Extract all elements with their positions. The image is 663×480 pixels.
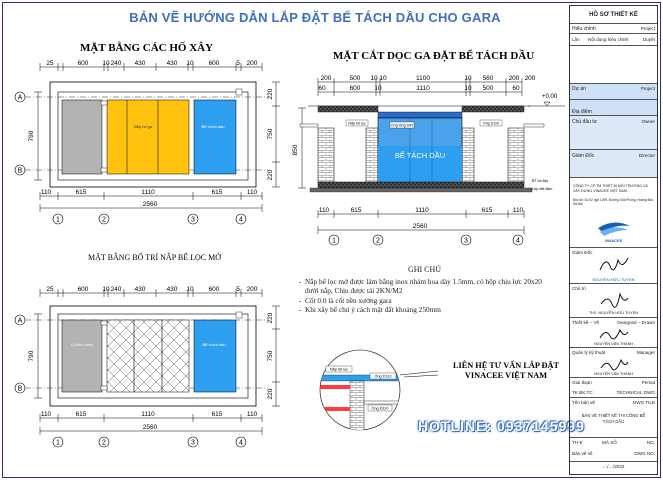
sec-pipe-label: Ống tổng D90	[390, 123, 414, 128]
tb-header: HỒ SƠ THIẾT KẾ	[589, 12, 638, 18]
tb-label: MÃ SỐ	[602, 440, 617, 445]
contact-line: LIÊN HỆ TƯ VẤN LẮP ĐẶT	[452, 361, 560, 370]
p1-right-dim: 750	[267, 128, 274, 140]
p2-lid-chamber	[107, 320, 189, 392]
axis-3: 3	[191, 216, 195, 224]
sec-top-dim: 10	[379, 75, 387, 82]
sec-axis: 1	[332, 237, 336, 245]
tb-label: Project	[640, 86, 655, 91]
p1-gray-chamber	[62, 100, 102, 174]
sec-slab-label: BT lót đáy	[532, 179, 549, 183]
p2-blue-label: Bể chứa dầu	[202, 342, 226, 347]
p1-bottom-dim: 615	[75, 189, 87, 196]
p2-blue-chamber	[194, 320, 236, 392]
sec-axis: 3	[464, 237, 468, 245]
p1-right-dim: 220	[267, 169, 274, 181]
p2-bottom-dim: 110	[40, 411, 52, 418]
p2-bottom-dim: 1110	[141, 411, 155, 418]
axis-1: 1	[56, 439, 60, 447]
signature-icon	[598, 254, 630, 274]
p1-bottom-dim: 1110	[141, 189, 155, 196]
tb-label: Dự án	[572, 86, 586, 92]
sec-top-dim: 560	[482, 75, 494, 82]
note-item: - Khi xây bể chú ý cách mặt đất khoảng 250mm	[305, 305, 557, 315]
tb-label: Nội dung hiệu chỉnh	[588, 37, 629, 42]
sec-mid-dim: 60	[318, 85, 326, 92]
p1-yellow-chamber	[107, 100, 189, 174]
tb-label: TH-E	[572, 440, 583, 445]
tb-label: Địa điểm	[572, 109, 592, 115]
signature-icon	[598, 290, 630, 310]
plan2-heading: MẶT BẰNG BỐ TRÍ NẮP BỂ LỌC MỞ	[88, 253, 221, 262]
tb-label: DWG NO.	[634, 451, 655, 456]
tb-label: Hiệu chỉnh	[572, 26, 596, 32]
p2-bottom-dim: 615	[75, 411, 87, 418]
tb-label: NO.	[646, 440, 655, 445]
axis-b: B	[17, 385, 23, 393]
p2-total: 2560	[142, 424, 158, 431]
p1-blue-chamber	[194, 100, 236, 174]
sec-top-dim: 10	[370, 75, 378, 82]
p2-top-dim: 430	[166, 286, 178, 293]
plan1-heading: MẶT BẰNG CÁC HỐ XÂY	[80, 42, 214, 54]
p1-bottom-dim: 110	[40, 189, 52, 196]
sec-mid-dim: 600	[349, 85, 361, 92]
axis-2: 2	[102, 216, 106, 224]
p1-top-dim: 600	[77, 60, 89, 67]
tb-label: Chủ trì	[572, 286, 586, 291]
sec-cover-label: Nắp bể lọc	[348, 121, 366, 126]
p2-right-dim: 220	[267, 312, 274, 324]
p2-top-dim: 600	[77, 286, 89, 293]
p2-top-dim: 10	[186, 286, 194, 293]
p2-right-dim: 220	[267, 388, 274, 400]
tb-name: ThS. NGUYỄN HỮU TUYẾN	[589, 311, 638, 315]
sec-mid-dim: 10	[374, 85, 382, 92]
axis-4: 4	[239, 439, 243, 447]
tb-label: Tên bản vẽ	[572, 400, 595, 405]
tb-name: NGUYỄN VĂN THÀNH	[593, 342, 634, 346]
p1-top-dim: 10	[186, 60, 194, 67]
p2-bottom-dim: 110	[246, 411, 258, 418]
p1-top-dim: 430	[134, 60, 146, 67]
detail-label: Ống D110	[371, 406, 389, 411]
tb-label: Period	[641, 380, 655, 385]
p2-top-dim: 240	[110, 286, 122, 293]
sec-bottom-dim: 1110	[415, 207, 429, 214]
sec-top-dim: 10	[464, 75, 472, 82]
sec-bottom-dim: 110	[318, 207, 330, 214]
p1-total: 2560	[142, 201, 158, 208]
tb-label: Lần	[572, 37, 580, 42]
axis-a: A	[17, 94, 23, 102]
tb-label: TECHNICAL DWG	[616, 390, 655, 395]
p1-top-dim: 430	[166, 60, 178, 67]
sec-top-dim: 1100	[416, 75, 430, 82]
tb-name: NGUYỄN VĂN THÀNH	[593, 372, 634, 376]
p1-bottom-dim: 110	[246, 189, 258, 196]
p1-left-dim: 790	[28, 130, 35, 142]
sec-bottom-dim: 615	[350, 207, 362, 214]
tb-label: Giám Đốc	[572, 250, 593, 255]
signature-icon	[598, 356, 630, 372]
tb-company: CÔNG TY CP TM THIẾT BỊ MÔI TRƯỜNG VÀ XÂY DỰNG VINACEE VIỆT NAM	[573, 184, 648, 193]
plan2-drawing	[0, 226, 300, 476]
p2-top-dim: 25	[46, 286, 54, 293]
tb-date: …/…/2022	[602, 464, 625, 469]
sec-top-dim: 200	[508, 75, 520, 82]
p1-blue-label: Bể chứa dầu	[201, 124, 225, 129]
tb-label: Duyệt	[642, 37, 655, 42]
drawing-title: BẢN VẼ HƯỚNG DẪN LẮP ĐẶT BỂ TÁCH DẦU CHO GARA	[129, 10, 501, 25]
section-heading: MẶT CẮT DỌC GA ĐẶT BỂ TÁCH DẦU	[333, 50, 535, 62]
tb-label: Owner	[641, 119, 655, 124]
p1-top-dim: 240	[110, 60, 122, 67]
tb-label: Designed – Drawn	[617, 320, 655, 325]
p2-top-dim: 5	[236, 286, 240, 293]
axis-4: 4	[239, 216, 243, 224]
p1-right-dim: 220	[267, 88, 274, 100]
tb-label: Bản vẽ số	[572, 451, 593, 456]
axis-b: B	[17, 167, 23, 175]
p2-right-dim: 750	[267, 350, 274, 362]
tb-label: Director	[638, 153, 655, 158]
plan1-drawing	[0, 0, 300, 240]
tb-label: Thiết kế – Vẽ	[572, 320, 600, 325]
p2-gray-chamber	[62, 320, 102, 392]
p2-top-dim: 600	[208, 286, 220, 293]
p2-top-dim: 10	[102, 286, 110, 293]
hotline-text: HOTLINE: 0937145999	[418, 418, 585, 434]
sec-top-dim: 500	[349, 75, 361, 82]
p1-top-dim: 25	[46, 60, 54, 67]
detail-label: Nắp bể lọc	[329, 367, 349, 372]
p1-top-dim: 5	[236, 60, 240, 67]
sec-mid-dim: 60	[512, 85, 520, 92]
axis-a: A	[17, 317, 23, 325]
sec-mid-dim: 10	[464, 85, 472, 92]
tb-dwg-name: BẢN VẼ THIẾT KẾ THI CÔNG BỂ TÁCH DẦU	[581, 413, 646, 424]
contact-line: VINACEE VIỆT NAM	[464, 371, 548, 380]
sec-left-dim: 850	[292, 144, 299, 156]
p1-yellow-label: Nắp hố ga	[133, 124, 153, 129]
sec-tank-label: BỂ TÁCH DẦU	[394, 151, 446, 160]
axis-3: 3	[191, 439, 195, 447]
tb-label: Manager	[636, 350, 655, 355]
note-item: - Nắp bể lọc mở được làm bằng inox nhám hoa dày 1.5mm, có hộp chịu lực 20x20 dưới nắp, Chịu được tải 2KN/M2	[305, 277, 557, 296]
sec-bottom-dim: 615	[481, 207, 493, 214]
title-block	[569, 5, 658, 475]
tb-label: DWG TILE	[632, 400, 655, 405]
tb-label: Giai đoạn	[572, 380, 592, 385]
tb-name: NGUYỄN HỮU TUYẾN	[592, 277, 635, 282]
axis-2: 2	[102, 439, 106, 447]
sec-axis: 4	[516, 237, 520, 245]
sec-mid-dim: 1110	[416, 85, 430, 92]
tb-label: Giám Đốc	[572, 153, 595, 159]
p1-top-dim: 10	[102, 60, 110, 67]
notes-heading: GHI CHÚ	[407, 265, 442, 274]
sec-top-dim: 200	[524, 75, 536, 82]
contact-block	[446, 361, 566, 381]
p1-top-dim: 600	[208, 60, 220, 67]
tb-label: Chủ đầu tư	[572, 119, 598, 125]
sec-pipe2-label: Ống D110	[482, 121, 500, 126]
p2-top-dim: 200	[246, 286, 258, 293]
tb-address: Địa chỉ: Số 52 ngõ 1295, Đường Giải Phóng, Hoàng Mai, Hà Nội	[573, 198, 654, 206]
sec-total: 2560	[412, 223, 428, 230]
note-item: - Cốt 0.0 là cốt nền xưởng gara	[305, 296, 557, 306]
tb-label: Project	[640, 26, 655, 31]
tb-label: TK.BK.TC	[572, 390, 593, 395]
p2-gray-label: Lỗ thu nước	[71, 342, 93, 347]
signature-icon	[598, 326, 630, 342]
logo-text: VINACEE	[604, 238, 623, 243]
p1-bottom-dim: 615	[211, 189, 223, 196]
sec-bottom-label: Lớp đất đầm	[532, 187, 553, 191]
p2-left-dim: 790	[28, 350, 35, 362]
axis-1: 1	[56, 216, 60, 224]
p1-top-dim: 200	[246, 60, 258, 67]
detail-label: Ống D110	[374, 374, 392, 379]
sec-mid-dim: 500	[482, 85, 494, 92]
notes-block	[292, 265, 557, 315]
sec-level: +0,00	[542, 94, 558, 100]
p2-top-dim: 430	[134, 286, 146, 293]
p2-bottom-dim: 615	[211, 411, 223, 418]
section-drawing	[280, 60, 570, 250]
sec-bottom-dim: 110	[512, 207, 524, 214]
sec-axis: 2	[376, 237, 380, 245]
tb-label: Quản lý kỹ thuật	[572, 350, 606, 355]
sec-top-dim: 200	[320, 75, 332, 82]
